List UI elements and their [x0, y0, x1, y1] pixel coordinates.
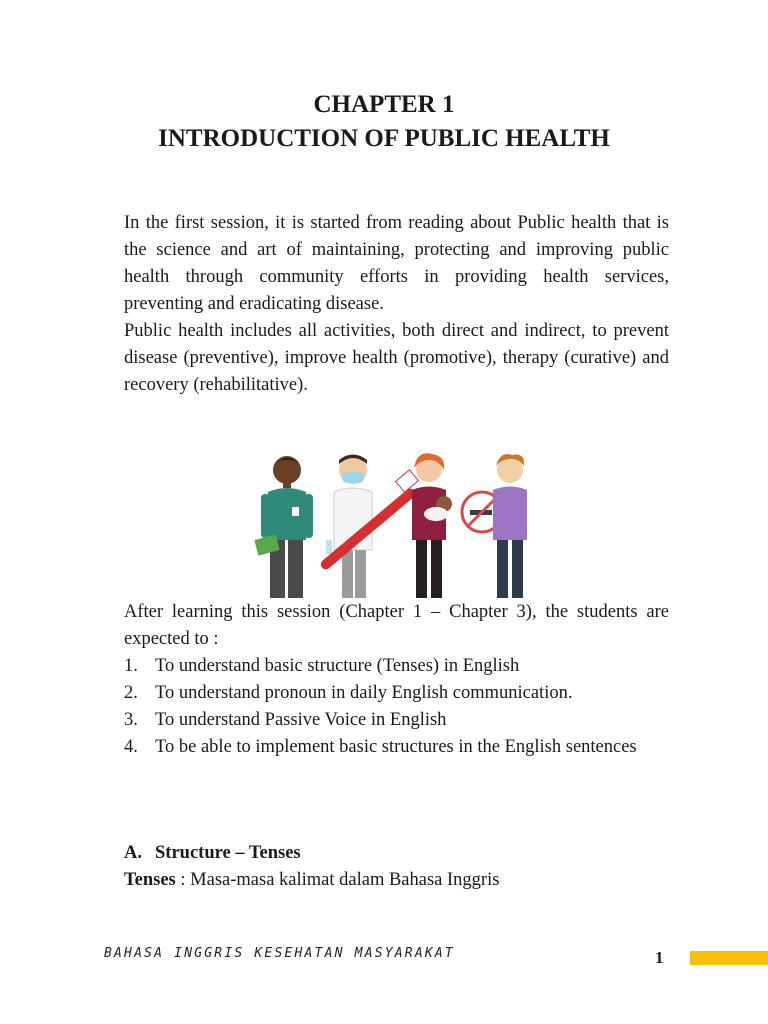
objectives-list	[124, 653, 669, 761]
chapter-number: CHAPTER 1	[313, 91, 455, 118]
list-item-text: To understand Passive Voice in English	[155, 710, 447, 730]
learning-outcomes	[124, 599, 669, 761]
section-title: Structure – Tenses	[155, 843, 301, 863]
health-worker-figure-2	[493, 454, 527, 598]
intro-paragraph-2: Public health includes all activities, both direct and indirect, to prevent disease (preventive), improve health (promotive), therapy (curative) and recovery (rehabilitative).	[124, 321, 669, 395]
section-heading	[124, 840, 669, 867]
chapter-title: INTRODUCTION OF PUBLIC HEALTH	[158, 125, 610, 152]
intro-paragraph-1: In the first session, it is started from reading about Public health that is the science and art of maintaining, protecting and improving public health through community efforts in providing health services, preventing and eradicating disease.	[124, 213, 669, 314]
footer-accent-bar	[690, 951, 768, 965]
list-item-number: 1.	[124, 656, 138, 676]
list-item	[124, 707, 669, 734]
list-item	[124, 734, 669, 761]
list-item-text: To be able to implement basic structures in the English sentences	[155, 737, 637, 757]
chapter-header	[0, 88, 768, 156]
term: Tenses	[124, 870, 176, 890]
outcomes-intro: After learning this session (Chapter 1 – Chapter 3), the students are expected to :	[124, 602, 669, 649]
list-item	[124, 680, 669, 707]
health-worker-figure-1	[254, 456, 313, 598]
list-item-number: 4.	[124, 737, 138, 757]
mother-with-baby-figure	[412, 453, 452, 598]
list-item-number: 3.	[124, 710, 138, 730]
list-item-text: To understand basic structure (Tenses) in English	[155, 656, 520, 676]
intro-section	[124, 210, 669, 399]
public-health-people-illustration	[250, 452, 550, 600]
section-letter: A.	[124, 843, 142, 863]
tenses-definition	[124, 867, 669, 894]
definition-text: : Masa-masa kalimat dalam Bahasa Inggris	[175, 870, 500, 890]
list-item-number: 2.	[124, 683, 138, 703]
running-footer-title: BAHASA INGGRIS KESEHATAN MASYARAKAT	[104, 946, 455, 961]
list-item-text: To understand pronoun in daily English communication.	[155, 683, 573, 703]
page-number: 1	[655, 948, 664, 967]
list-item	[124, 653, 669, 680]
section-a	[124, 840, 669, 894]
